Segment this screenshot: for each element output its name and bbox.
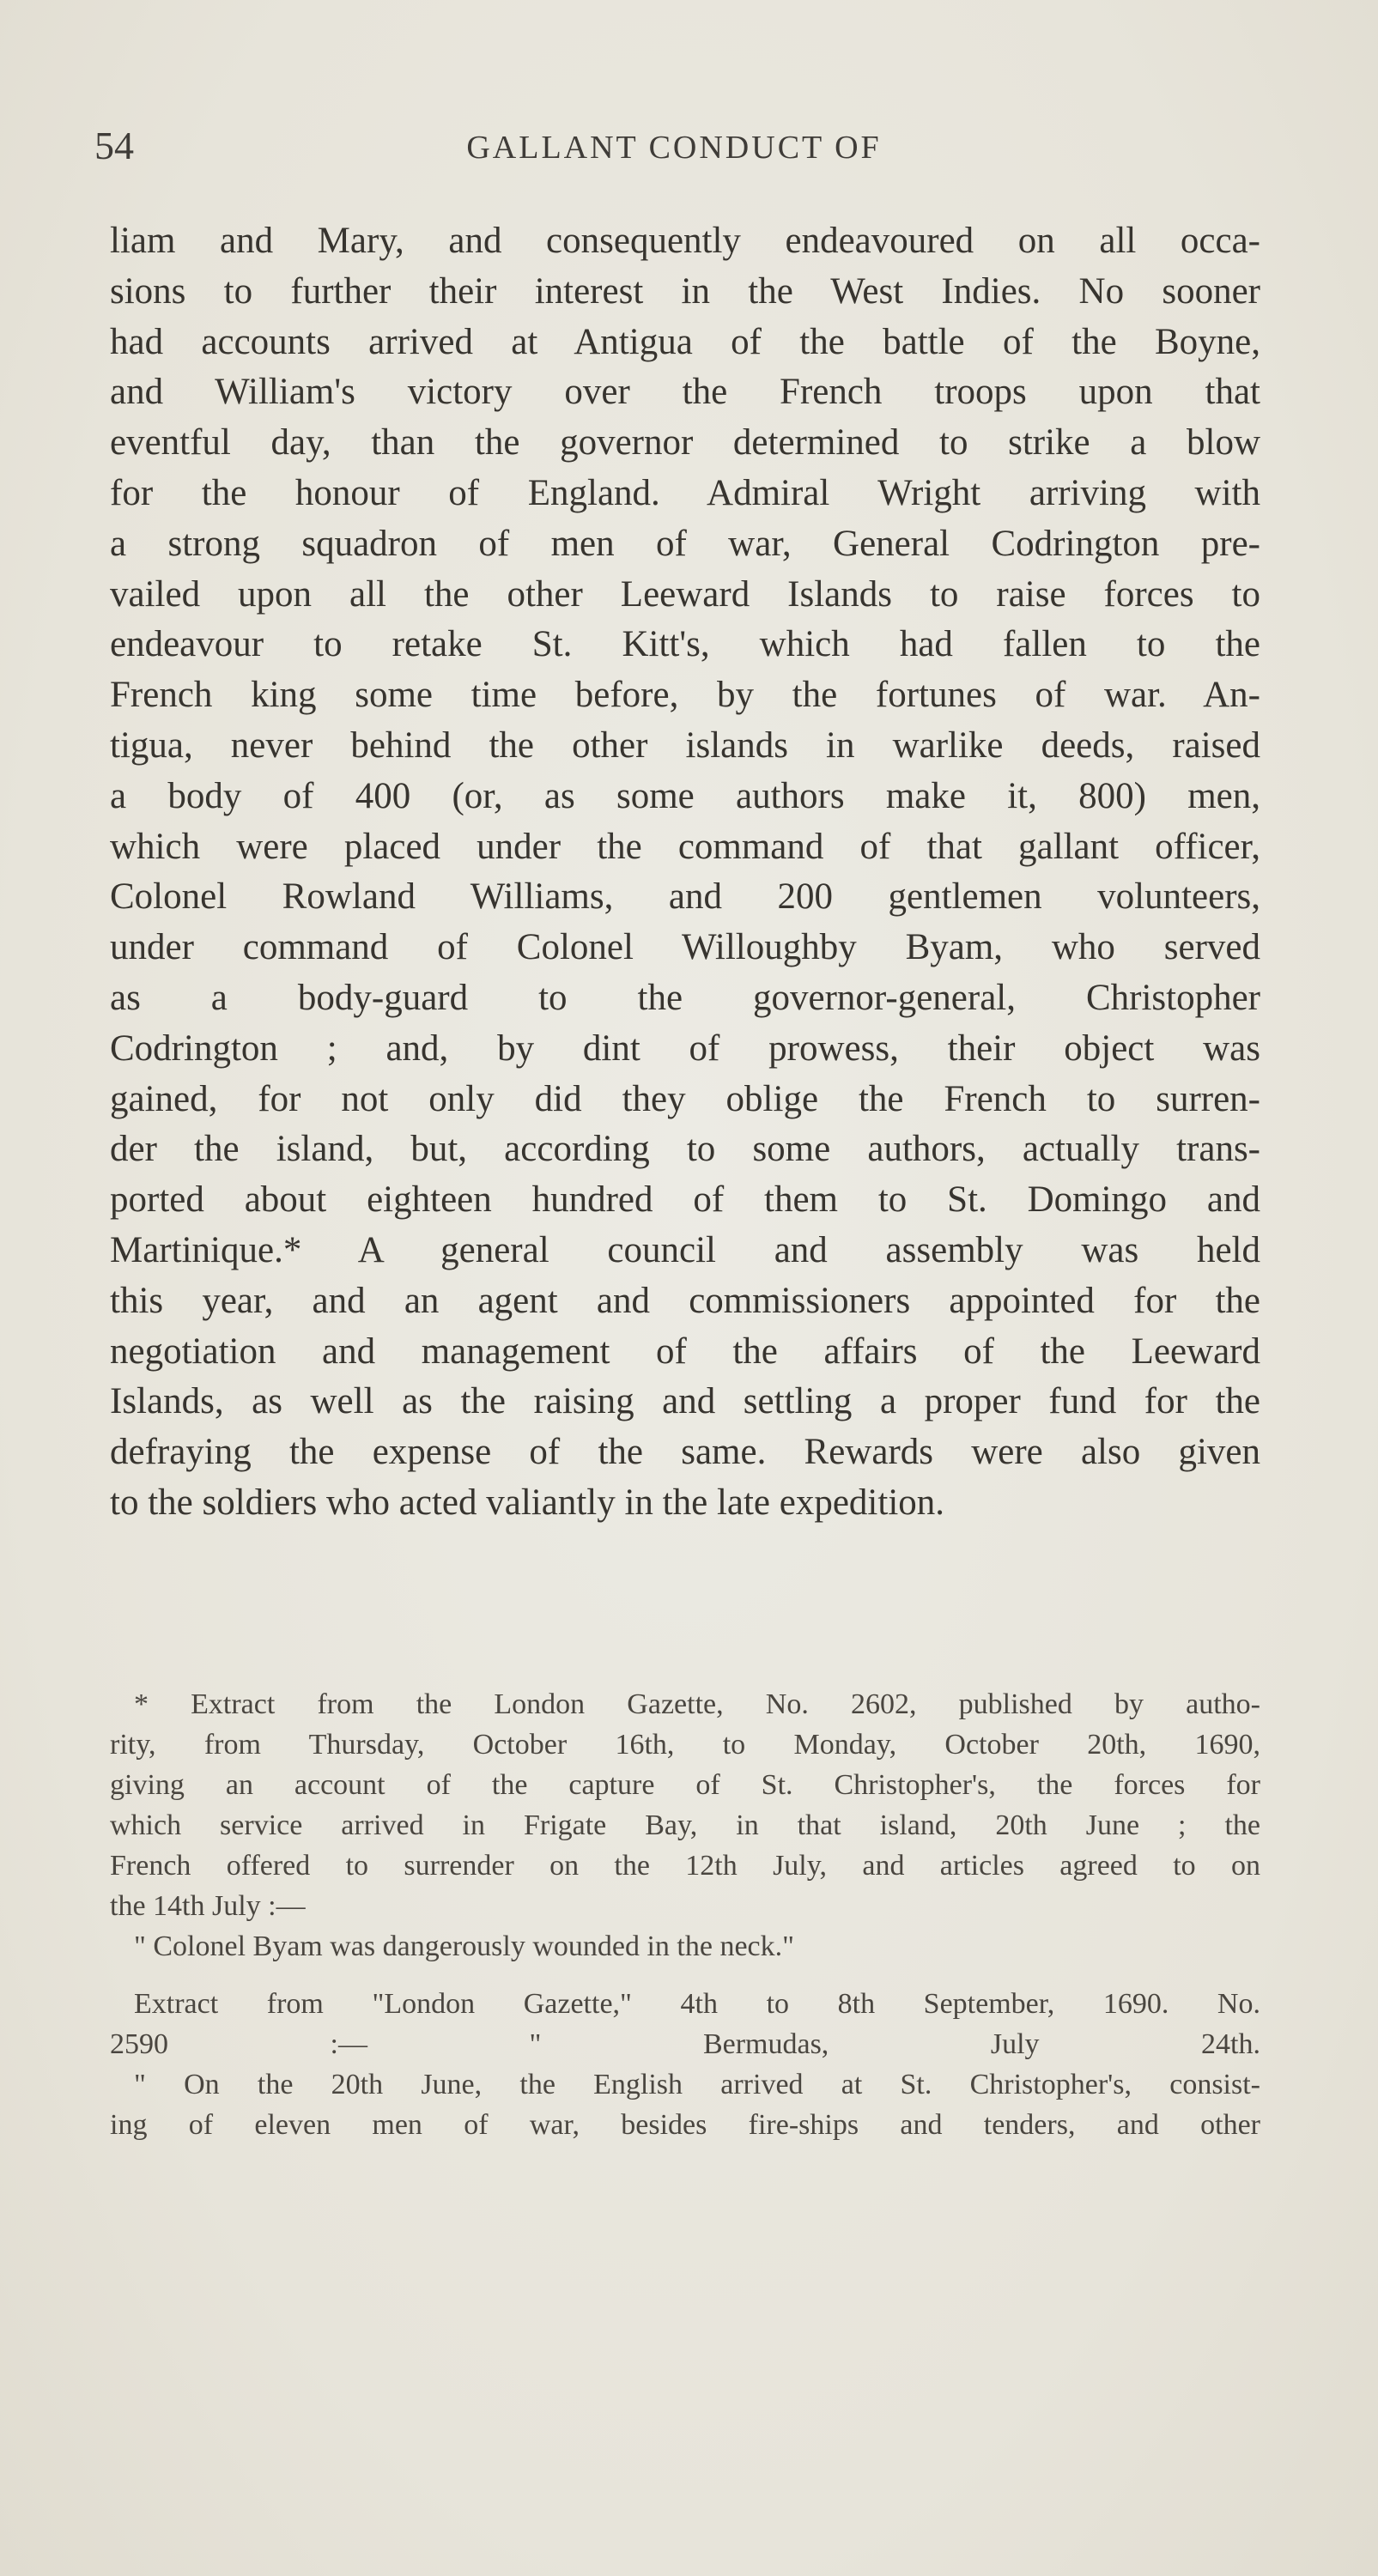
text-line: liam and Mary, and consequently endeavoured on all occa- <box>110 221 1260 261</box>
text-line: gained, for not only did they oblige the French to surren- <box>110 1078 1260 1119</box>
text-line: had accounts arrived at Antigua of the battle of the Boyne, <box>110 321 1260 362</box>
footnote-line: French offered to surrender on the 12th July, and articles agreed to on <box>110 1850 1260 1882</box>
text-line: under command of Colonel Willoughby Byam, who served <box>110 927 1260 968</box>
text-line: negotiation and management of the affairs of the Leeward <box>110 1330 1260 1372</box>
text-line: a strong squadron of men of war, General Codrington pre- <box>110 523 1260 564</box>
footnote-line: " Colonel Byam was dangerously wounded in the neck." <box>134 1930 795 1962</box>
footnote-line: giving an account of the capture of St. Christopher's, the forces for <box>110 1769 1260 1801</box>
text-line: Islands, as well as the raising and settling a proper fund for the <box>110 1381 1260 1422</box>
text-line: eventful day, than the governor determined to strike a blow <box>110 422 1260 464</box>
text-line: this year, and an agent and commissioners appointed for the <box>110 1280 1260 1321</box>
text-line: Codrington ; and, by dint of prowess, their object was <box>110 1027 1260 1069</box>
text-line: to the soldiers who acted valiantly in the late expedition. <box>110 1482 945 1523</box>
footnote-line: Extract from "London Gazette," 4th to 8th September, 1690. No. <box>134 1988 1260 2020</box>
footnote-spacer <box>110 1967 1260 1984</box>
text-line: der the island, but, according to some authors, actually trans- <box>110 1129 1260 1170</box>
footnotes <box>110 1684 1260 2145</box>
text-line: and William's victory over the French troops upon that <box>110 372 1260 413</box>
text-line: sions to further their interest in the West Indies. No sooner <box>110 270 1260 312</box>
main-text <box>110 216 1260 1529</box>
text-line: which were placed under the command of that gallant officer, <box>110 826 1260 867</box>
footnote-line: which service arrived in Frigate Bay, in that island, 20th June ; the <box>110 1809 1260 1841</box>
page-header <box>94 120 1254 189</box>
footnote-line: rity, from Thursday, October 16th, to Monday, October 20th, 1690, <box>110 1729 1260 1761</box>
text-line: as a body-guard to the governor-general, Christopher <box>110 977 1260 1018</box>
text-line: defraying the expense of the same. Rewards were also given <box>110 1432 1260 1473</box>
footnote-line: " On the 20th June, the English arrived at St. Christopher's, consist- <box>134 2069 1260 2100</box>
footnote-line: ing of eleven men of war, besides fire-ships and tenders, and other <box>110 2109 1260 2141</box>
text-line: Martinique.* A general council and assembly was held <box>110 1229 1260 1270</box>
text-line: vailed upon all the other Leeward Islands to raise forces to <box>110 573 1260 615</box>
text-line: Colonel Rowland Williams, and 200 gentlemen volunteers, <box>110 876 1260 918</box>
text-line: for the honour of England. Admiral Wright arriving with <box>110 472 1260 513</box>
footnote-line: the 14th July :— <box>110 1890 306 1922</box>
footnote-line: * Extract from the London Gazette, No. 2602, published by autho- <box>134 1688 1260 1720</box>
page-number: 54 <box>94 124 134 167</box>
text-line: endeavour to retake St. Kitt's, which had fallen to the <box>110 624 1260 665</box>
text-line: ported about eighteen hundred of them to St. Domingo and <box>110 1179 1260 1221</box>
text-line: French king some time before, by the fortunes of war. An- <box>110 675 1260 716</box>
running-head: GALLANT CONDUCT OF <box>466 130 882 166</box>
footnote-line: 2590 :— " Bermudas, July 24th. <box>110 2028 1260 2060</box>
text-line: a body of 400 (or, as some authors make it, 800) men, <box>110 775 1260 816</box>
text-line: tigua, never behind the other islands in warlike deeds, raised <box>110 724 1260 766</box>
